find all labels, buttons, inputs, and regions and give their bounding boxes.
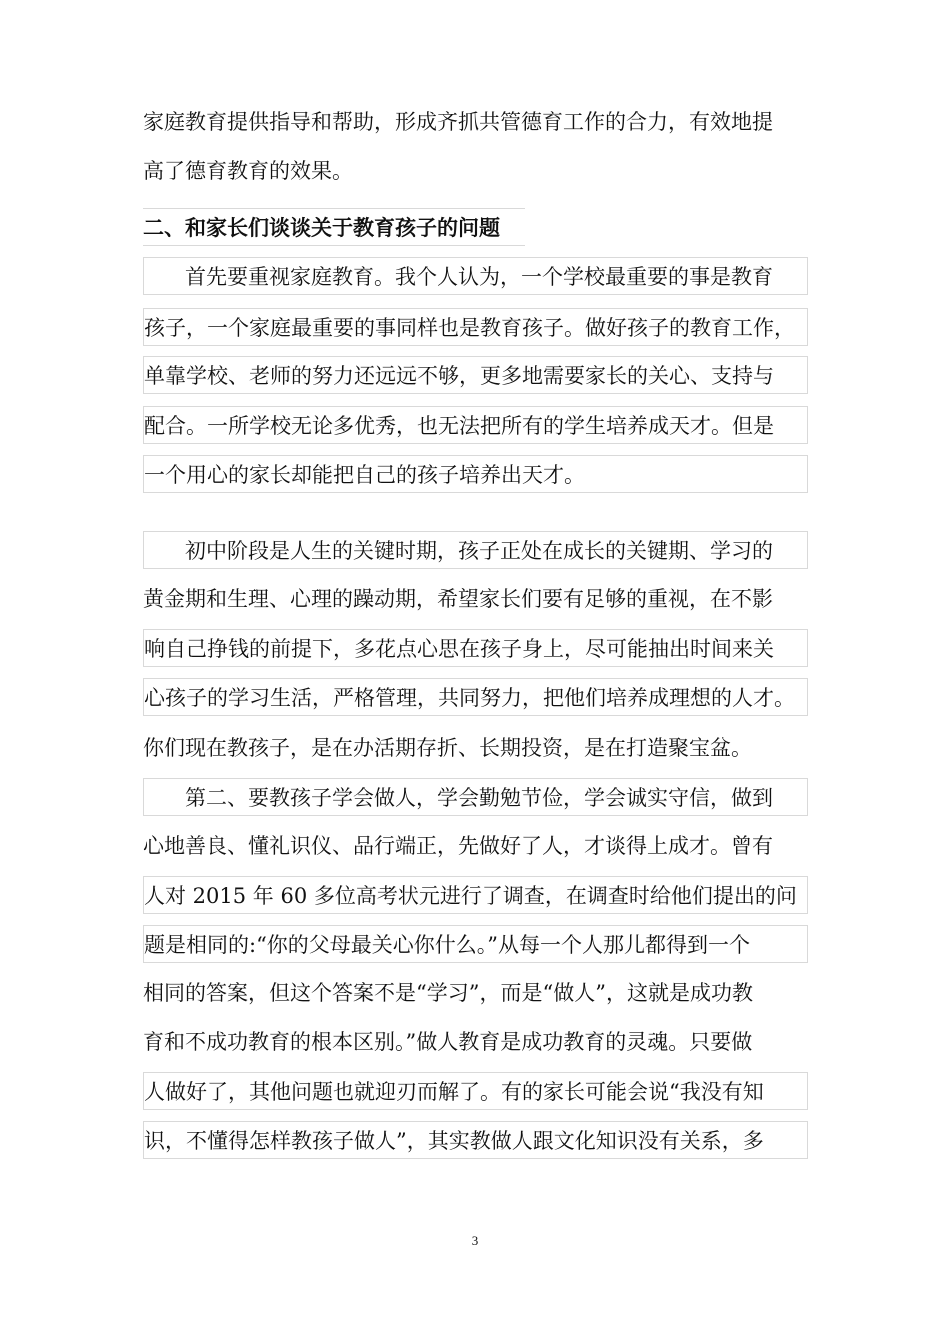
- paragraph-line: 家庭教育提供指导和帮助，形成齐抓共管德育工作的合力，有效地提: [143, 110, 773, 134]
- page-number: 3: [471, 1233, 479, 1248]
- paragraph-line: 黄金期和生理、心理的躁动期，希望家长们要有足够的重视，在不影: [143, 587, 773, 611]
- paragraph-line: 第二、要教孩子学会做人，学会勤勉节俭，学会诚实守信，做到: [143, 778, 808, 816]
- paragraph-line: 响自己挣钱的前提下，多花点心思在孩子身上，尽可能抽出时间来关: [143, 629, 808, 667]
- paragraph-line: 题是相同的:“你的父母最关心你什么。”从每一个人那儿都得到一个: [143, 925, 808, 963]
- paragraph-line: 你们现在教孩子，是在办活期存折、长期投资，是在打造聚宝盆。: [143, 736, 752, 760]
- paragraph-line: 识，不懂得怎样教孩子做人”，其实教做人跟文化知识没有关系，多: [143, 1121, 808, 1159]
- paragraph-line: 孩子，一个家庭最重要的事同样也是教育孩子。做好孩子的教育工作，: [143, 308, 808, 346]
- paragraph-line: 首先要重视家庭教育。我个人认为，一个学校最重要的事是教育: [143, 257, 808, 295]
- paragraph-line: 心地善良、懂礼识仪、品行端正，先做好了人，才谈得上成才。曾有: [143, 834, 773, 858]
- paragraph-line: 人做好了，其他问题也就迎刃而解了。有的家长可能会说“我没有知: [143, 1072, 808, 1110]
- paragraph-line: 心孩子的学习生活，严格管理，共同努力，把他们培养成理想的人才。: [143, 678, 808, 716]
- paragraph-line: 育和不成功教育的根本区别。”做人教育是成功教育的灵魂。只要做: [143, 1030, 753, 1054]
- paragraph-line: 高了德育教育的效果。: [143, 159, 353, 183]
- paragraph-line: 一个用心的家长却能把自己的孩子培养出天才。: [143, 455, 808, 493]
- paragraph-line: 单靠学校、老师的努力还远远不够，更多地需要家长的关心、支持与: [143, 356, 808, 394]
- paragraph-line: 相同的答案，但这个答案不是“学习”，而是“做人”，这就是成功教: [143, 981, 753, 1005]
- paragraph-line: 配合。一所学校无论多优秀，也无法把所有的学生培养成天才。但是: [143, 406, 808, 444]
- section-heading: 二、和家长们谈谈关于教育孩子的问题: [143, 208, 525, 246]
- paragraph-line: 初中阶段是人生的关键时期，孩子正处在成长的关键期、学习的: [143, 531, 808, 569]
- paragraph-line: 人对 2015 年 60 多位高考状元进行了调查，在调查时给他们提出的问: [143, 876, 808, 914]
